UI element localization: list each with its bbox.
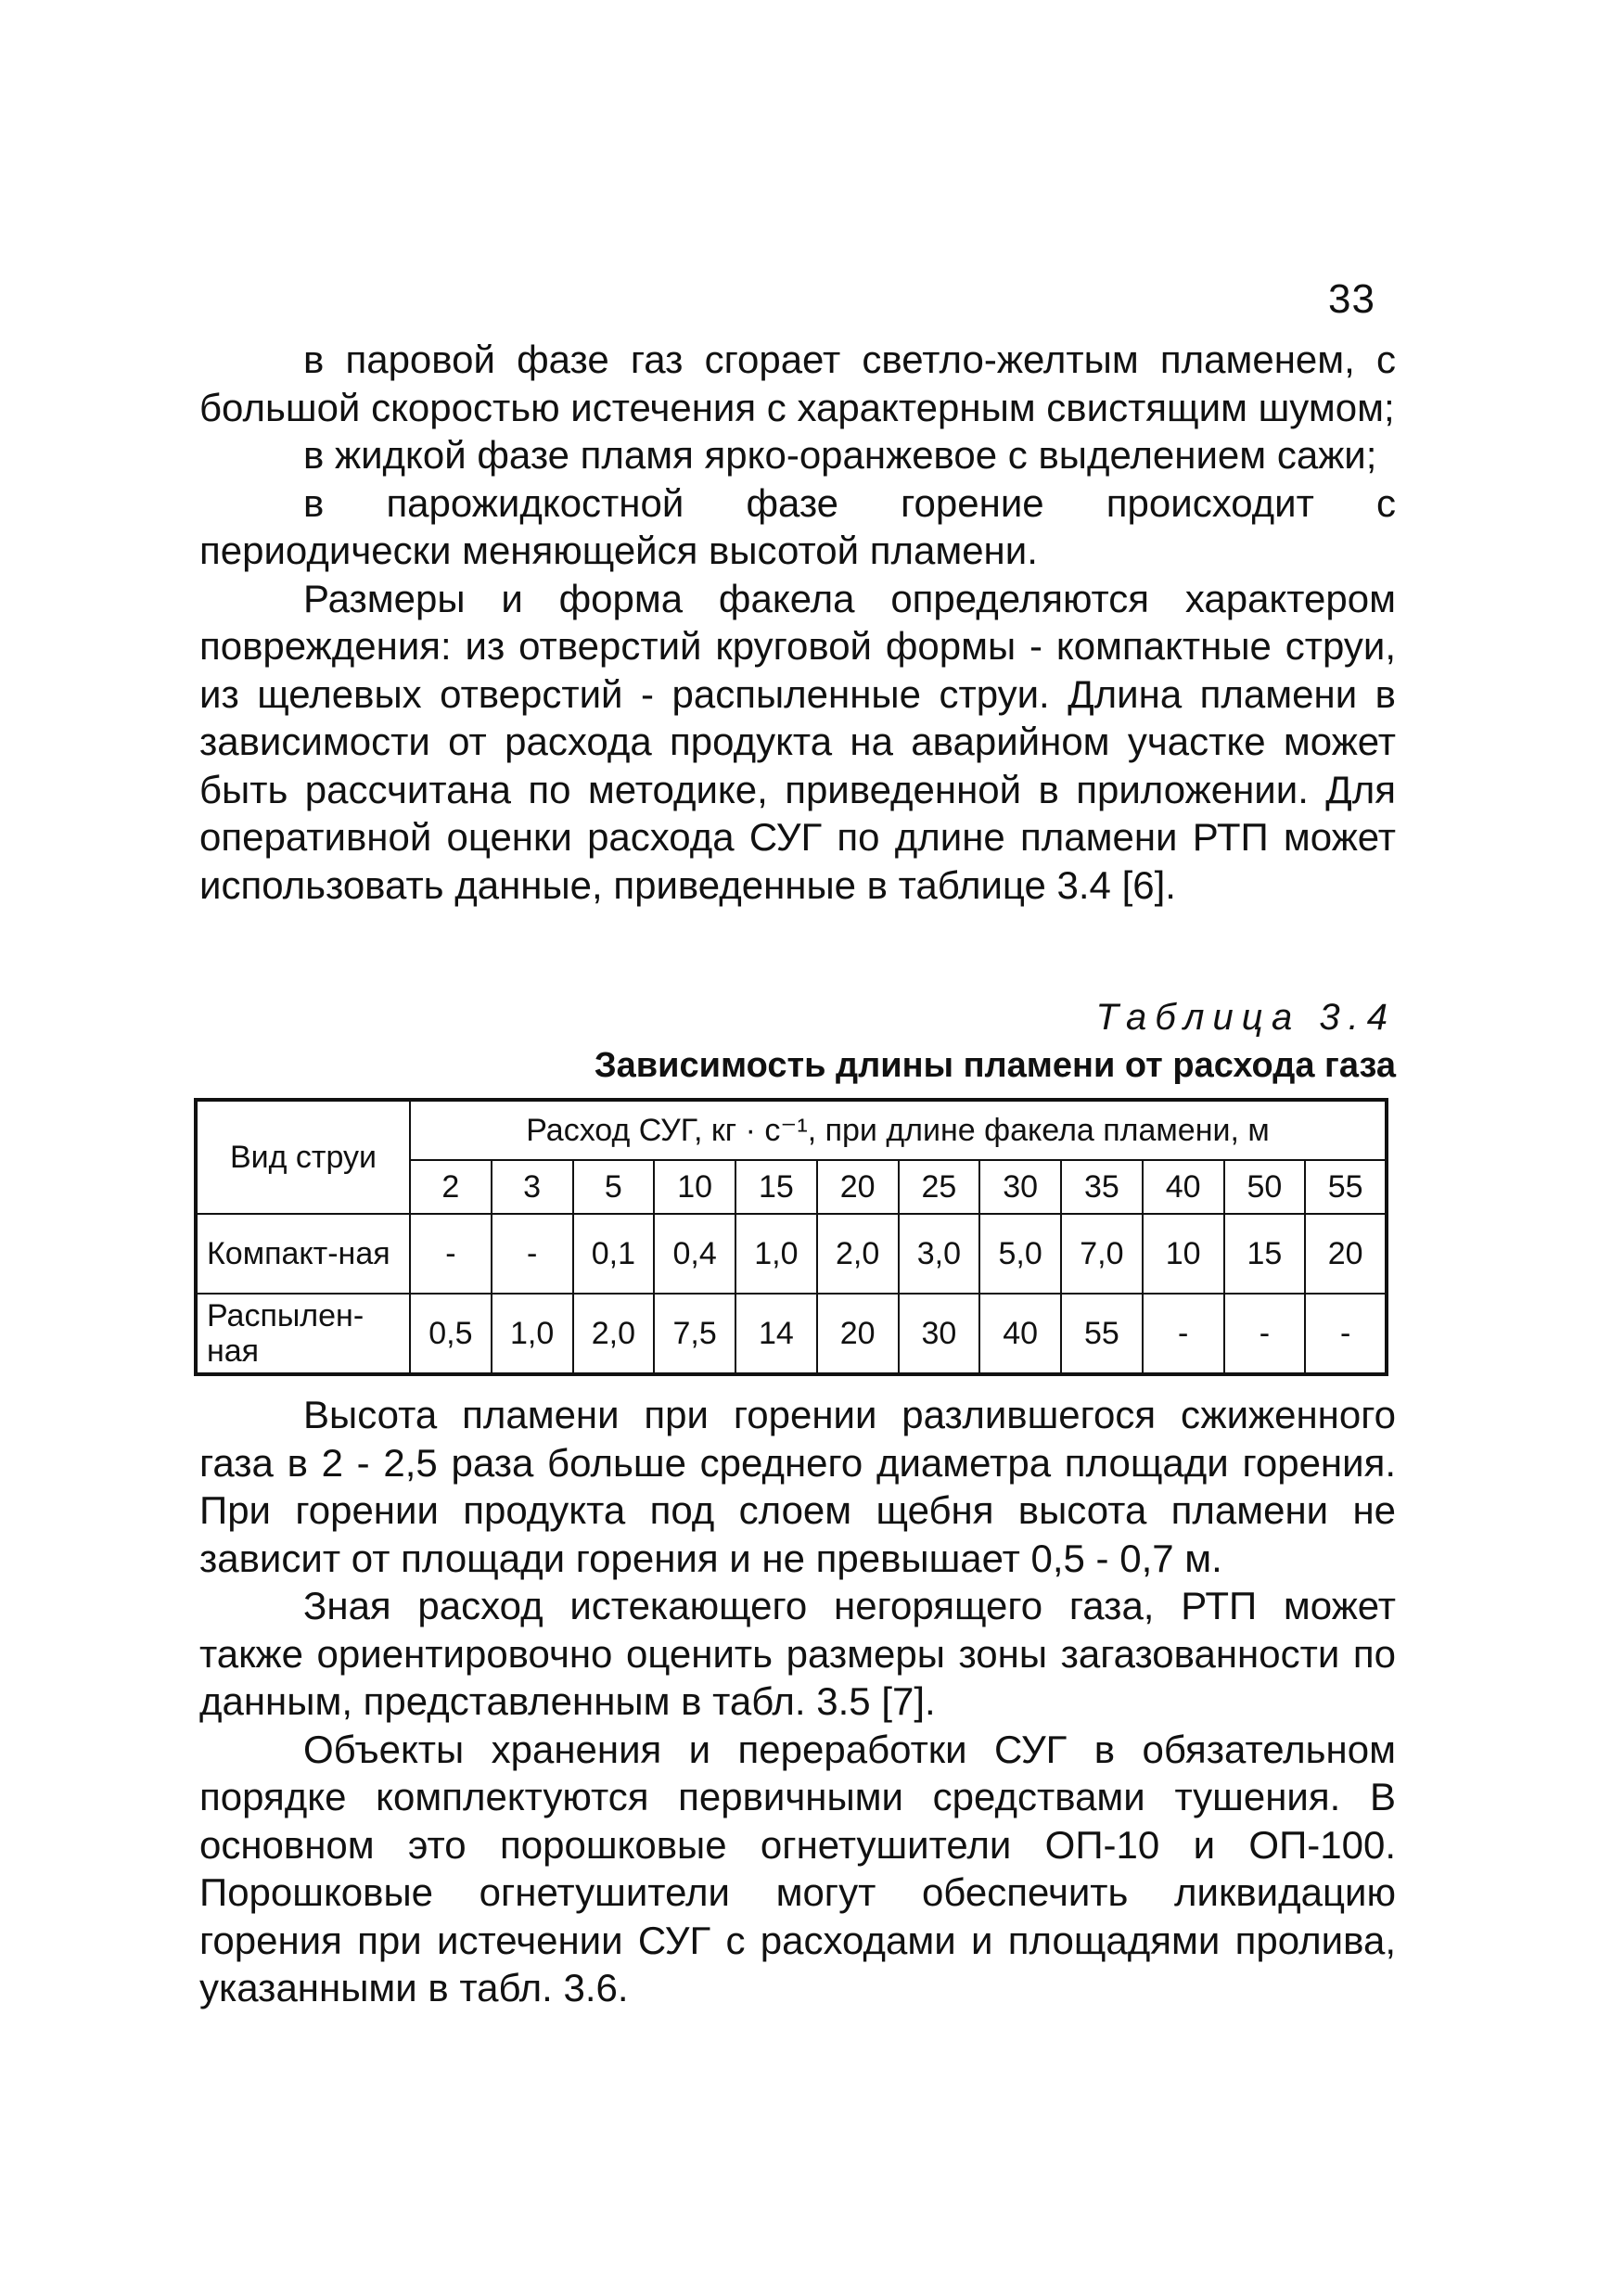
table-cell: 10 [1143, 1214, 1224, 1294]
body-text-bottom [199, 1391, 1396, 2012]
table-cell: 5,0 [979, 1214, 1061, 1294]
table-cell: - [1305, 1294, 1387, 1374]
table-cell: 0,4 [654, 1214, 735, 1294]
header-length: 2 [410, 1160, 492, 1214]
row-label: Компакт-ная [196, 1214, 410, 1294]
table-cell: 1,0 [735, 1214, 817, 1294]
header-length: 35 [1061, 1160, 1143, 1214]
table-cell: 55 [1061, 1294, 1143, 1374]
table-cell: - [410, 1214, 492, 1294]
table-cell: 40 [979, 1294, 1061, 1374]
paragraph: Высота пламени при горении разлившегося сжиженного газа в 2 - 2,5 раза больше среднего диаметра площади горения. При горении продукта под слоем щебня высота пламени не зависит от площади горения и не превышает 0,5 - 0,7 м. [199, 1393, 1396, 1580]
table-cell: - [492, 1214, 573, 1294]
page-number: 33 [1328, 276, 1375, 322]
header-length: 15 [735, 1160, 817, 1214]
header-length: 40 [1143, 1160, 1224, 1214]
table-cell: 20 [1305, 1214, 1387, 1294]
table-cell: 0,5 [410, 1294, 492, 1374]
paragraph: в парожидкостной фазе горение происходит с периодически меняющейся высотой пламени. [199, 480, 1396, 572]
table-cell: 1,0 [492, 1294, 573, 1374]
body-text-top [199, 336, 1396, 909]
table-cell: 7,5 [654, 1294, 735, 1374]
header-length: 5 [573, 1160, 655, 1214]
paragraph: Объекты хранения и переработки СУГ в обязательном порядке комплектуются первичными средствами тушения. В основном это порошковые огнетушители ОП-10 и ОП-100. Порошковые огнетушители могут обеспечить ликвидацию горения при истечении СУГ с расходами и площадями пролива, указанными в табл. 3.6. [199, 1727, 1396, 2009]
row-label: Распылен-ная [196, 1294, 410, 1374]
table-row [196, 1294, 1387, 1374]
table-label: Таблица 3.4 [1095, 997, 1396, 1038]
table-row [196, 1214, 1387, 1294]
paragraph: в паровой фазе газ сгорает светло-желтым пламенем, с большой скоростью истечения с характерным свистящим шумом; [199, 338, 1396, 429]
flame-length-table [194, 1098, 1388, 1376]
table-cell: 2,0 [817, 1214, 899, 1294]
paragraph: Размеры и форма факела определяются характером повреждения: из отверстий круговой формы - компактные струи, из щелевых отверстий - распыленные струи. Длина пламени в зависимости от расхода продукта на аварийном участке может быть рассчитана по методике, приведенной в приложении. Для оперативной оценки расхода СУГ по длине пламени РТП может использовать данные, приведенные в таблице 3.4 [6]. [199, 576, 1396, 907]
header-length: 20 [817, 1160, 899, 1214]
table-cell: 15 [1224, 1214, 1306, 1294]
table-cell: 3,0 [899, 1214, 980, 1294]
header-length: 10 [654, 1160, 735, 1214]
table-cell: 0,1 [573, 1214, 655, 1294]
header-length: 30 [979, 1160, 1061, 1214]
header-jet-type: Вид струи [196, 1100, 410, 1214]
table-cell: 20 [817, 1294, 899, 1374]
paragraph: в жидкой фазе пламя ярко-оранжевое с выделением сажи; [303, 433, 1377, 477]
table-cell: 30 [899, 1294, 980, 1374]
header-length: 25 [899, 1160, 980, 1214]
header-length: 3 [492, 1160, 573, 1214]
table-cell: - [1143, 1294, 1224, 1374]
header-flow-rate: Расход СУГ, кг · с⁻¹, при длине факела пламени, м [410, 1100, 1387, 1160]
table-title: Зависимость длины пламени от расхода газа [594, 1046, 1396, 1085]
header-length: 55 [1305, 1160, 1387, 1214]
table-cell: - [1224, 1294, 1306, 1374]
header-length: 50 [1224, 1160, 1306, 1214]
table-cell: 14 [735, 1294, 817, 1374]
paragraph: Зная расход истекающего негорящего газа, РТП может также ориентировочно оценить размеры зоны загазованности по данным, представленным в табл. 3.5 [7]. [199, 1584, 1396, 1723]
table-cell: 2,0 [573, 1294, 655, 1374]
table-cell: 7,0 [1061, 1214, 1143, 1294]
